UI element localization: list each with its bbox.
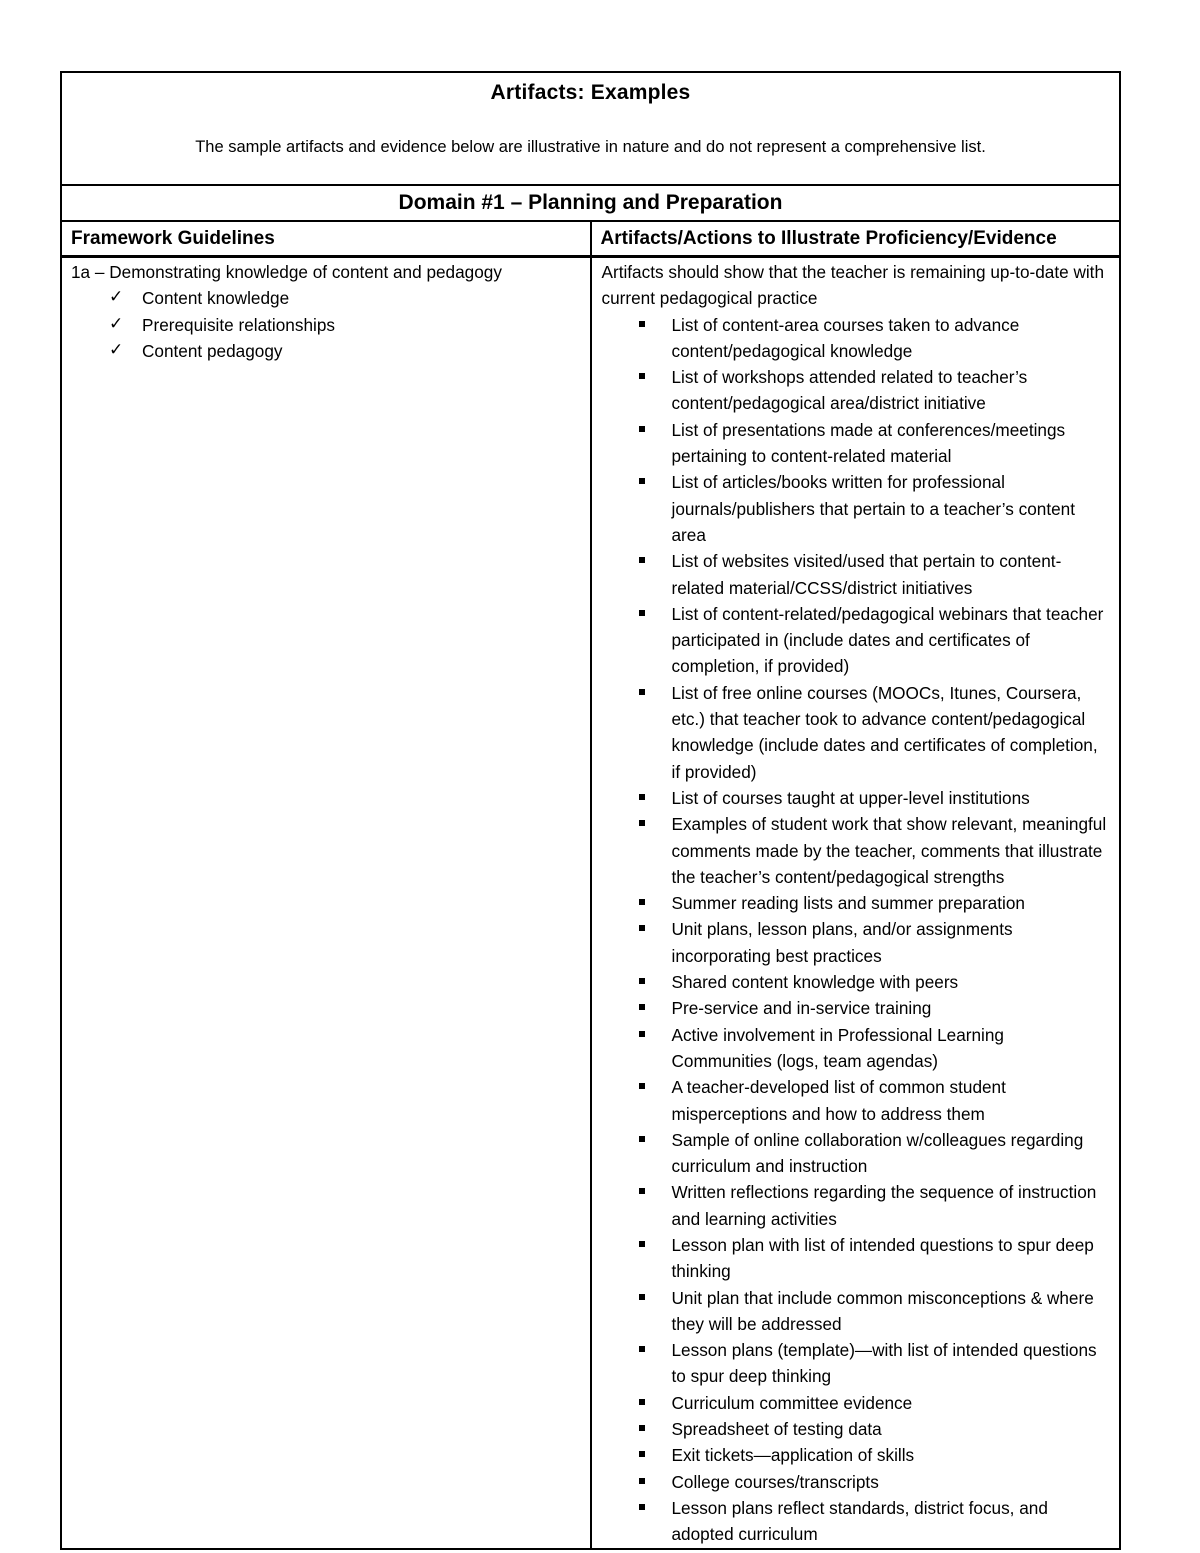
artifact-item: [639, 312, 1108, 365]
artifact-item: [639, 811, 1108, 890]
checkmark-icon: ✓: [109, 287, 124, 308]
square-bullet-icon: [639, 1451, 645, 1457]
artifact-item: [639, 995, 1108, 1021]
artifact-item-label: Spreadsheet of testing data: [671, 1419, 882, 1440]
check-item: [109, 338, 590, 364]
artifact-item-label: Shared content knowledge with peers: [671, 972, 959, 993]
domain-row: [61, 185, 1120, 221]
artifact-item-label: College courses/transcripts: [671, 1471, 879, 1492]
square-bullet-icon: [639, 1346, 645, 1352]
square-bullet-icon: [639, 689, 645, 695]
square-bullet-icon: [639, 1425, 645, 1431]
artifact-item-label: List of articles/books written for professional journals/publishers that pertain to a teacher’s content area: [671, 472, 1076, 545]
artifact-item: [639, 469, 1108, 548]
artifact-item: [639, 417, 1108, 470]
square-bullet-icon: [639, 557, 645, 563]
artifact-item-label: Examples of student work that show relevant, meaningful comments made by the teacher, comments that illustrate the teacher’s content/pedagogical strengths: [671, 814, 1107, 887]
artifact-item-label: A teacher-developed list of common student misperceptions and how to address them: [671, 1077, 1006, 1124]
artifact-item: [639, 1232, 1108, 1285]
artifact-item: [639, 1285, 1108, 1338]
checkmark-icon: ✓: [109, 313, 124, 334]
artifact-item-label: List of websites visited/used that pertain to content-related material/CCSS/district initiatives: [671, 551, 1062, 598]
artifact-item-label: Sample of online collaboration w/colleagues regarding curriculum and instruction: [671, 1129, 1084, 1177]
square-bullet-icon: [639, 321, 645, 327]
artifacts-table: [60, 71, 1121, 1550]
square-bullet-icon: [639, 1294, 645, 1300]
square-bullet-icon: [639, 478, 645, 484]
artifact-item-label: Unit plans, lesson plans, and/or assignments incorporating best practices: [671, 919, 1013, 966]
artifact-item-label: Lesson plans (template)—with list of intended questions to spur deep thinking: [671, 1340, 1097, 1387]
square-bullet-icon: [639, 820, 645, 826]
column-header-framework: Framework Guidelines: [61, 221, 591, 257]
artifact-item-label: Active involvement in Professional Learning Communities (logs, team agendas): [671, 1024, 1004, 1071]
column-header-row: [61, 221, 1120, 257]
artifact-item: [639, 890, 1108, 916]
square-bullet-icon: [639, 1504, 645, 1510]
artifact-item: [639, 969, 1108, 995]
content-row: [61, 257, 1120, 1549]
artifact-item: [639, 785, 1108, 811]
artifact-item: [639, 1337, 1108, 1390]
square-bullet-icon: [639, 1031, 645, 1037]
artifact-item-label: List of presentations made at conferences/meetings pertaining to content-related material: [671, 419, 1066, 467]
square-bullet-icon: [639, 1478, 645, 1484]
domain-title: Domain #1 – Planning and Preparation: [61, 185, 1120, 221]
artifact-item: [639, 548, 1108, 601]
guideline-title: 1a – Demonstrating knowledge of content and pedagogy: [71, 262, 502, 282]
square-bullet-icon: [639, 1004, 645, 1010]
header-row: [61, 72, 1120, 185]
column-header-artifacts: Artifacts/Actions to Illustrate Proficiency/Evidence: [591, 221, 1121, 257]
artifact-item: [639, 1469, 1108, 1495]
check-item-label: Content knowledge: [142, 288, 290, 309]
check-item-label: Content pedagogy: [142, 340, 283, 361]
header-cell: [61, 72, 1120, 185]
artifact-item-label: Written reflections regarding the sequence of instruction and learning activities: [671, 1182, 1097, 1229]
square-bullet-icon: [639, 610, 645, 616]
artifact-item: [639, 1179, 1108, 1232]
artifact-item: [639, 1074, 1108, 1127]
artifact-item: [639, 1495, 1108, 1548]
square-bullet-icon: [639, 1136, 645, 1142]
artifact-item: [639, 1390, 1108, 1416]
artifact-item: [639, 1127, 1108, 1180]
square-bullet-icon: [639, 794, 645, 800]
artifact-item-label: Unit plan that include common misconceptions & where they will be addressed: [671, 1287, 1094, 1334]
artifact-item: [639, 680, 1108, 785]
artifact-item: [639, 916, 1108, 969]
checkmark-icon: ✓: [109, 339, 124, 360]
square-bullet-icon: [639, 1241, 645, 1247]
artifact-item-label: Summer reading lists and summer preparation: [671, 893, 1025, 914]
artifact-item-label: Exit tickets—application of skills: [671, 1445, 915, 1466]
square-bullet-icon: [639, 978, 645, 984]
artifact-item-label: Pre-service and in-service training: [671, 998, 932, 1019]
document-title: Artifacts: Examples: [490, 81, 691, 104]
square-bullet-icon: [639, 426, 645, 432]
artifact-item-label: List of free online courses (MOOCs, Itunes, Coursera, etc.) that teacher took to advance content/pedagogical knowledge (include dates and certificates of completion, if provided): [671, 682, 1098, 782]
artifact-item-label: Lesson plans reflect standards, district focus, and adopted curriculum: [671, 1497, 1048, 1545]
artifact-item: [639, 1022, 1108, 1075]
artifact-item: [639, 364, 1108, 417]
artifacts-intro: Artifacts should show that the teacher is remaining up-to-date with current pedagogical practice: [601, 262, 1105, 309]
square-bullet-icon: [639, 899, 645, 905]
artifact-item-label: Curriculum committee evidence: [671, 1392, 913, 1413]
square-bullet-icon: [639, 1399, 645, 1405]
artifacts-cell: [591, 257, 1121, 1549]
artifact-item: [639, 1442, 1108, 1468]
artifact-item: [639, 1416, 1108, 1442]
check-item: [109, 285, 590, 311]
check-item: [109, 312, 590, 338]
guideline-cell: [61, 257, 591, 1549]
square-bullet-icon: [639, 1188, 645, 1194]
artifact-list: [602, 312, 1108, 1548]
artifact-item-label: List of content-related/pedagogical webinars that teacher participated in (include dates and certificates of completion, if provided): [671, 603, 1104, 677]
artifact-item-label: List of content-area courses taken to advance content/pedagogical knowledge: [671, 314, 1020, 361]
square-bullet-icon: [639, 1083, 645, 1089]
artifact-item: [639, 601, 1108, 680]
square-bullet-icon: [639, 925, 645, 931]
artifact-item-label: Lesson plan with list of intended questions to spur deep thinking: [671, 1234, 1094, 1282]
guideline-check-list: [71, 285, 590, 364]
document-subtitle: The sample artifacts and evidence below are illustrative in nature and do not represent a comprehensive list.: [195, 138, 986, 156]
check-item-label: Prerequisite relationships: [142, 314, 335, 335]
artifact-item-label: List of workshops attended related to teacher’s content/pedagogical area/district initiative: [671, 367, 1028, 414]
square-bullet-icon: [639, 373, 645, 379]
artifact-item-label: List of courses taught at upper-level institutions: [671, 787, 1030, 808]
